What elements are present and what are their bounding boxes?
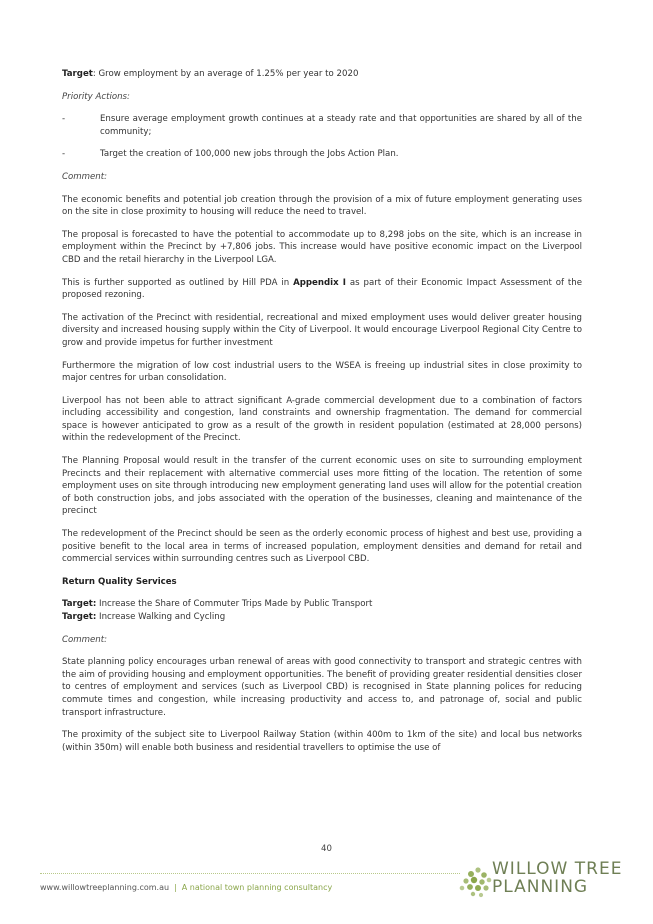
page-number: 40 xyxy=(321,844,332,854)
paragraph: State planning policy encourages urban renewal of areas with good connectivity to transport and strategic centres with the aim of providing housing and employment opportunities. The benefit of providing greater residential densities closer to centres of employment and services (such as Liverpool CBD) is recognised in State planning polices for reducing commute times and congestion, while increasing productivity and access to, and patronage of, social and public transport infrastructure. xyxy=(62,657,582,718)
comment-heading: Comment: xyxy=(62,634,107,645)
paragraph: Furthermore the migration of low cost industrial users to the WSEA is freeing up industrial sites in close proximity to major centres for urban consolidation. xyxy=(62,360,582,384)
footer-separator: | xyxy=(174,883,177,892)
logo-line-1: WILLOW TREE xyxy=(492,859,623,879)
logo-line-2: PLANNING xyxy=(492,877,589,897)
tree-icon xyxy=(460,867,492,897)
target-growth: Target: Grow employment by an average of 1.25% per year to 2020 xyxy=(62,69,359,79)
target-walking-cycling: Target: Increase Walking and Cycling xyxy=(62,612,226,622)
document-body xyxy=(62,68,582,764)
section-heading: Return Quality Services xyxy=(62,576,177,587)
paragraph: The proximity of the subject site to Liverpool Railway Station (within 400m to 1km of the site) and local bus networks (within 350m) will enable both business and residential travellers to optimise the use of xyxy=(62,730,582,753)
paragraph: Liverpool has not been able to attract significant A-grade commercial development due to a combination of factors including accessibility and congestion, land constraints and ownership fragmentation. The demand for commercial space is however anticipated to grow as a result of the growth in resident population (estimated at 28,000 persons) within the redevelopment of the Precinct. xyxy=(62,395,582,444)
footer-url[interactable]: www.willowtreeplanning.com.au xyxy=(40,883,170,892)
logo-text xyxy=(492,860,622,896)
appendix-paragraph: This is further supported as outlined by Hill PDA in Appendix I as part of their Economic Impact Assessment of the proposed rezoning. xyxy=(62,277,583,301)
priority-actions-heading: Priority Actions: xyxy=(62,91,130,102)
footer-divider xyxy=(40,873,460,874)
target-public-transport: Target: Increase the Share of Commuter Trips Made by Public Transport xyxy=(62,599,373,610)
footer xyxy=(40,883,332,892)
footer-tagline: A national town planning consultancy xyxy=(181,883,333,892)
bullet-item: - Target the creation of 100,000 new jobs through the Jobs Action Plan. xyxy=(62,149,399,160)
comment-heading: Comment: xyxy=(62,171,107,182)
paragraph: The redevelopment of the Precinct should be seen as the orderly economic process of highest and best use, providing a positive benefit to the local area in terms of increased population, employment densities and demand for retail and commercial services within surrounding centres such as Liverpool CBD. xyxy=(62,529,582,565)
paragraph: The activation of the Precinct with residential, recreational and mixed employment uses would deliver greater housing diversity and increased housing supply within the City of Liverpool. It would encourage Liverpool Regional City Centre to grow and provide impetus for further investment xyxy=(62,312,582,348)
paragraph: The Planning Proposal would result in the transfer of the current economic uses on site to surrounding employment Precincts and their replacement with alternative commercial uses more fitting of the location. The retention of some employment uses on site through introducing new employment generating land uses will allow for the potential creation of both construction jobs, and jobs associated with the operation of the businesses, cleaning and maintenance of the precinct xyxy=(62,456,582,517)
bullet-item: - Ensure average employment growth continues at a steady rate and that opportunities are shared by all of the community; xyxy=(62,114,582,137)
paragraph: The economic benefits and potential job creation through the provision of a mix of future employment generating uses on the site in close proximity to housing will reduce the need to travel. xyxy=(62,194,582,218)
paragraph: The proposal is forecasted to have the potential to accommodate up to 8,298 jobs on the site, which is an increase in employment within the Precinct by +7,806 jobs. This increase would have positive economic impact on the Liverpool CBD and the retail hierarchy in the Liverpool LGA. xyxy=(62,229,582,265)
